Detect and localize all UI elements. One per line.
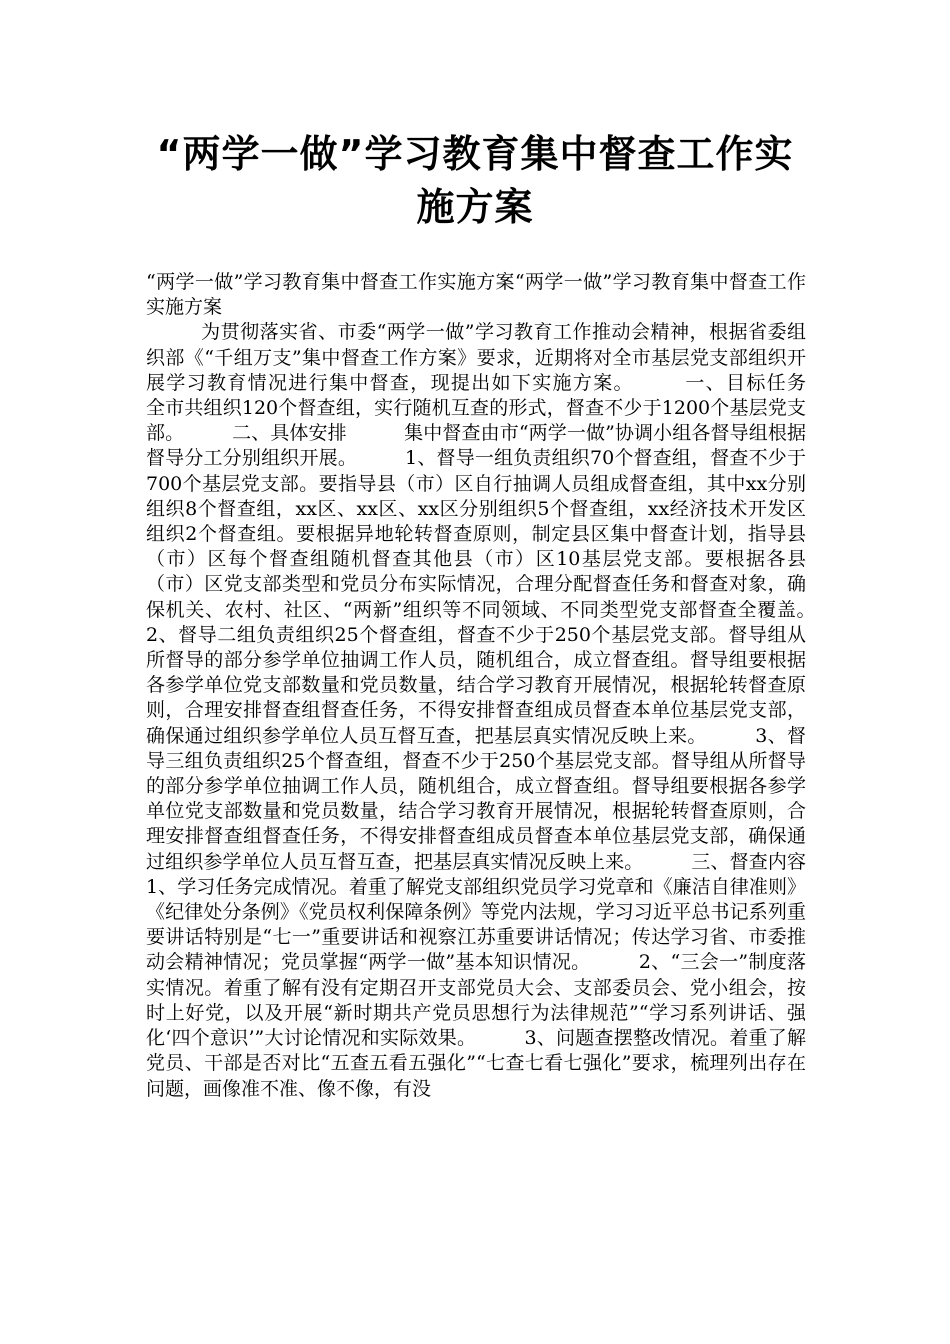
document-title xyxy=(120,128,830,234)
document-body xyxy=(146,270,864,1102)
title-line-1: “两学一做”学习教育集中督查工作实 xyxy=(156,132,794,176)
lead-paragraph: “两学一做”学习教育集中督查工作实施方案“两学一做”学习教育集中督查工作实施方案 xyxy=(146,271,806,319)
body-paragraph: 为贯彻落实省、市委“两学一做”学习教育工作推动会精神，根据省委组织部《“千组万支”集中督查工作方案》要求，近期将对全市基层党支部组织开展学习教育情况进行集中督查，现提出如下实施方案。 一、目标任务 全市共组织120个督查组，实行随机互查的形式，督查不少于1200个基层党支部。 二、具体安排 集中督查由市“两学一做”协调小组各督导组根据督导分工分别组织开展。 1、督导一组负责组织70个督查组，督查不少于700个基层党支部。要指导县（市）区自行抽调人员组成督查组，其中xx分别组织8个督查组，xx区、xx区、xx区分别组织5个督查组，xx经济技术开发区组织2个督查组。要根据异地轮转督查原则，制定县区集中督查计划，指导县（市）区每个督查组随机督查其他县（市）区10基层党支部。要根据各县（市）区党支部类型和党员分布实际情况，合理分配督查任务和督查对象，确保机关、农村、社区、“两新”组织等不同领域、不同类型党支部督查全覆盖。 2、督导二组负责组织25个督查组，督查不少于250个基层党支部。督导组从所督导的部分参学单位抽调工作人员，随机组合，成立督查组。督导组要根据各参学单位党支部数量和党员数量，结合学习教育开展情况，根据轮转督查原则，合理安排督查组督查任务，不得安排督查组成员督查本单位基层党支部，确保通过组织参学单位人员互督互查，把基层真实情况反映上来。 3、督导三组负责组织25个督查组，督查不少于250个基层党支部。督导组从所督导的部分参学单位抽调工作人员，随机组合，成立督查组。督导组要根据各参学单位党支部数量和党员数量，结合学习教育开展情况，根据轮转督查原则，合理安排督查组督查任务，不得安排督查组成员督查本单位基层党支部，确保通过组织参学单位人员互督互查，把基层真实情况反映上来。 三、督查内容 1、学习任务完成情况。着重了解党支部组织党员学习党章和《廉洁自律准则》《纪律处分条例》《党员权利保障条例》等党内法规，学习习近平总书记系列重要讲话特别是“七一”重要讲话和视察江苏重要讲话情况；传达学习省、市委推动会精神情况；党员掌握“两学一做”基本知识情况。 2、“三会一”制度落实情况。着重了解有没有定期召开支部党员大会、支部委员会、党小组会，按时上好党，以及开展“新时期共产党员思想行为法律规范”“学习系列讲话、强化‘四个意识’”大讨论情况和实际效果。 3、问题查摆整改情况。着重了解党员、干部是否对比“五查五看五强化”“七查七看七强化”要求，梳理列出存在问题，画像准不准、像不像，有没 xyxy=(146,321,864,1100)
title-line-2: 施方案 xyxy=(416,185,534,229)
